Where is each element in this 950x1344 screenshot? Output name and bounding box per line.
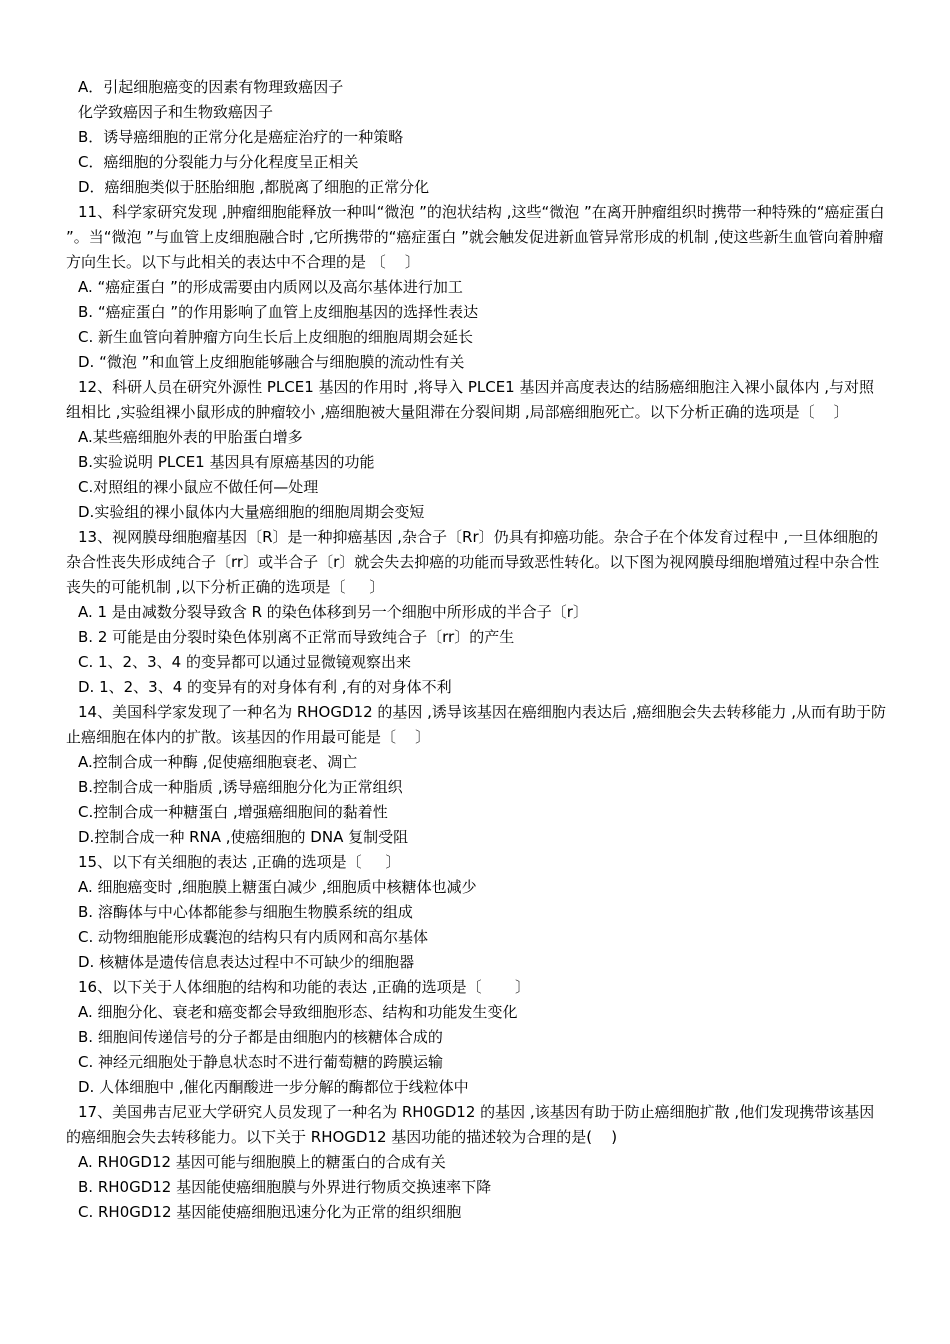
option-line: A. 1 是由减数分裂导致含 R 的染色体移到另一个细胞中所形成的半合子〔r〕 <box>78 603 588 621</box>
option-line: B. “癌症蛋白 ”的作用影响了血管上皮细胞基因的选择性表达 <box>78 303 479 321</box>
option-line: C. 1、2、3、4 的变异都可以通过显微镜观察出来 <box>78 653 411 671</box>
option-line: D. 1、2、3、4 的变异有的对身体有利 ,有的对身体不利 <box>78 678 452 696</box>
option-line: B. 溶酶体与中心体都能参与细胞生物膜系统的组成 <box>78 903 413 921</box>
option-line: A. 细胞癌变时 ,细胞膜上糖蛋白减少 ,细胞质中核糖体也减少 <box>78 878 477 896</box>
document-body <box>66 75 888 1225</box>
option-line: A. 细胞分化、衰老和癌变都会导致细胞形态、结构和功能发生变化 <box>78 1003 518 1021</box>
option-line: B. RH0GD12 基因能使癌细胞膜与外界进行物质交换速率下降 <box>78 1178 492 1196</box>
option-line: C. 动物细胞能形成囊泡的结构只有内质网和高尔基体 <box>78 928 429 946</box>
question-13: 13、视网膜母细胞瘤基因〔R〕是一种抑癌基因 ,杂合子〔Rr〕仍具有抑癌功能。杂合子在个体发育过程中 ,一旦体细胞的杂合性丧失形成纯合子〔rr〕或半合子〔r〕就会失去抑癌的功能而导致恶性转化。以下图为视网膜母细胞增殖过程中杂合性丧失的可能机制 ,以下分析正确的选项是〔 〕 <box>66 528 880 596</box>
question-17: 17、美国弗吉尼亚大学研究人员发现了一种名为 RH0GD12 的基因 ,该基因有助于防止癌细胞扩散 ,他们发现携带该基因的癌细胞会失去转移能力。以下关于 RHOGD12 基因功能的描述较为合理的是( ) <box>66 1103 875 1146</box>
question-15: 15、以下有关细胞的表达 ,正确的选项是〔 〕 <box>78 853 401 871</box>
question-11: 11、科学家研究发现 ,肿瘤细胞能释放一种叫“微泡 ”的泡状结构 ,这些“微泡 ”在离开肿瘤组织时携带一种特殊的“癌症蛋白 ”。当“微泡 ”与血管上皮细胞融合时 ,它所携带的“癌症蛋白 ”就会触发促进新血管异常形成的机制 ,使这些新生血管向着肿瘤方向生长。以下与此相关的表达中不合理的是 〔 〕 <box>66 203 890 271</box>
option-line: A. RH0GD12 基因可能与细胞膜上的糖蛋白的合成有关 <box>78 1153 446 1171</box>
option-line: D. “微泡 ”和血管上皮细胞能够融合与细胞膜的流动性有关 <box>78 353 465 371</box>
option-line: D. 核糖体是遗传信息表达过程中不可缺少的细胞器 <box>78 953 415 971</box>
option-line: D．癌细胞类似于胚胎细胞 ,都脱离了细胞的正常分化 <box>78 178 430 196</box>
option-line: A. “癌症蛋白 ”的形成需要由内质网以及高尔基体进行加工 <box>78 278 463 296</box>
option-line: D.控制合成一种 RNA ,使癌细胞的 DNA 复制受阻 <box>78 828 409 846</box>
option-line: C. 神经元细胞处于静息状态时不进行葡萄糖的跨膜运输 <box>78 1053 444 1071</box>
option-line: B. 细胞间传递信号的分子都是由细胞内的核糖体合成的 <box>78 1028 443 1046</box>
option-line: C.控制合成一种糖蛋白 ,增强癌细胞间的黏着性 <box>78 803 388 821</box>
option-line: B. 2 可能是由分裂时染色体别离不正常而导致纯合子〔rr〕的产生 <box>78 628 515 646</box>
option-line: D. 人体细胞中 ,催化丙酮酸进一步分解的酶都位于线粒体中 <box>78 1078 469 1096</box>
option-line: C. RH0GD12 基因能使癌细胞迅速分化为正常的组织细胞 <box>78 1203 462 1221</box>
option-line: B.控制合成一种脂质 ,诱导癌细胞分化为正常组织 <box>78 778 403 796</box>
question-14: 14、美国科学家发现了一种名为 RHOGD12 的基因 ,诱导该基因在癌细胞内表达后 ,癌细胞会失去转移能力 ,从而有助于防止癌细胞在体内的扩散。该基因的作用最可能是〔 〕 <box>66 703 887 746</box>
option-line: B．诱导癌细胞的正常分化是癌症治疗的一种策略 <box>78 128 404 146</box>
question-12: 12、科研人员在研究外源性 PLCE1 基因的作用时 ,将导入 PLCE1 基因并高度表达的结肠癌细胞注入裸小鼠体内 ,与对照组相比 ,实验组裸小鼠形成的肿瘤较小 ,癌细胞被大量阻滞在分裂间期 ,局部癌细胞死亡。以下分析正确的选项是〔 〕 <box>66 378 875 421</box>
option-line: A.控制合成一种酶 ,促使癌细胞衰老、凋亡 <box>78 753 358 771</box>
option-line: A.某些癌细胞外表的甲胎蛋白增多 <box>78 428 303 446</box>
option-continuation-line: 化学致癌因子和生物致癌因子 <box>78 103 274 121</box>
option-line: C．癌细胞的分裂能力与分化程度呈正相关 <box>78 153 359 171</box>
option-line: D.实验组的裸小鼠体内大量癌细胞的细胞周期会变短 <box>78 503 425 521</box>
option-line: C. 新生血管向着肿瘤方向生长后上皮细胞的细胞周期会延长 <box>78 328 474 346</box>
option-line: A．引起细胞癌变的因素有物理致癌因子 <box>78 78 344 96</box>
option-line: C.对照组的裸小鼠应不做任何—处理 <box>78 478 319 496</box>
question-16: 16、以下关于人体细胞的结构和功能的表达 ,正确的选项是〔 〕 <box>78 978 531 996</box>
option-line: B.实验说明 PLCE1 基因具有原癌基因的功能 <box>78 453 375 471</box>
